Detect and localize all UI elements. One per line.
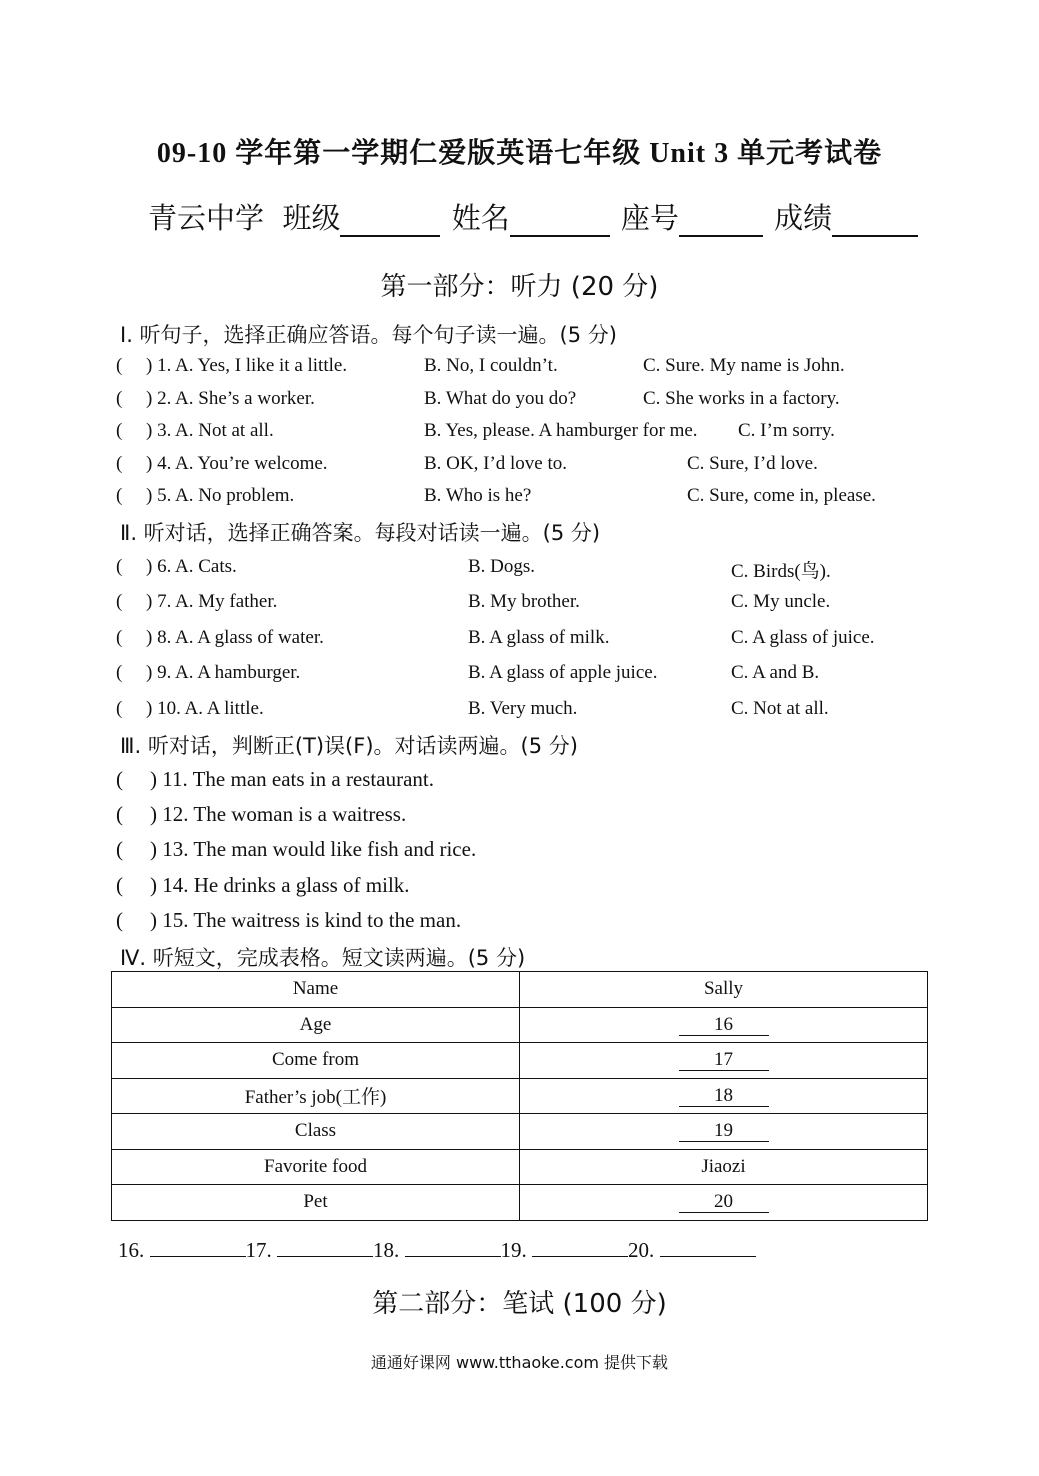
question-option-a: ) 1. A. Yes, I like it a little. <box>146 355 348 376</box>
row-label: Pet <box>112 1185 520 1221</box>
row-label: Father’s job(工作) <box>112 1078 520 1114</box>
name-blank[interactable] <box>510 207 610 237</box>
question-option-a: ) 8. A. A glass of water. <box>146 627 324 648</box>
question-option-a: ) 9. A. A hamburger. <box>146 662 301 683</box>
question-option-c: C. My uncle. <box>731 591 831 612</box>
table-row <box>112 1114 928 1150</box>
row-label: Come from <box>112 1043 520 1079</box>
question-option-c: C. Sure, I’d love. <box>687 453 818 474</box>
answer-paren[interactable]: ( <box>116 873 123 897</box>
answer-number: 16. <box>118 1238 145 1262</box>
answer-blank-number[interactable]: 20 <box>679 1192 769 1213</box>
row-value[interactable] <box>520 1114 928 1150</box>
answer-paren[interactable]: ( <box>116 837 123 861</box>
answer-paren[interactable]: ( <box>116 355 123 376</box>
question-option-b: B. A glass of apple juice. <box>468 662 658 683</box>
question-option-a: ) 4. A. You’re welcome. <box>146 453 328 474</box>
answer-blank[interactable] <box>532 1238 628 1257</box>
section-1-heading: Ⅰ. 听句子，选择正确应答语。每个句子读一遍。(5 分) <box>120 323 617 347</box>
question-option-c: C. A glass of juice. <box>731 627 875 648</box>
answer-blank-number[interactable]: 17 <box>679 1050 769 1071</box>
answer-blanks-line <box>118 1238 756 1263</box>
row-label: Name <box>112 972 520 1008</box>
answer-paren[interactable]: ( <box>116 556 123 577</box>
answer-paren[interactable]: ( <box>116 591 123 612</box>
answer-paren[interactable]: ( <box>116 802 123 826</box>
row-label: Favorite food <box>112 1149 520 1185</box>
question-option-b: B. OK, I’d love to. <box>424 453 568 474</box>
page-title: 09-10 学年第一学期仁爱版英语七年级 Unit 3 单元考试卷 <box>156 138 883 169</box>
seat-blank[interactable] <box>679 207 763 237</box>
true-false-statement: ) 11. The man eats in a restaurant. <box>150 767 434 791</box>
section-4-heading: Ⅳ. 听短文，完成表格。短文读两遍。(5 分) <box>120 946 526 970</box>
table-row <box>112 1078 928 1114</box>
question-option-b: B. Very much. <box>468 698 578 719</box>
question-option-c: C. Sure. My name is John. <box>643 355 845 376</box>
answer-paren[interactable]: ( <box>116 420 123 441</box>
answer-paren[interactable]: ( <box>116 662 123 683</box>
answer-blank[interactable] <box>277 1238 373 1257</box>
true-false-statement: ) 13. The man would like fish and rice. <box>150 837 477 861</box>
table-row <box>112 1043 928 1079</box>
footer-credit: 通通好课网 www.tthaoke.com 提供下载 <box>370 1353 669 1372</box>
answer-blank-number[interactable]: 16 <box>679 1015 769 1036</box>
row-value[interactable] <box>520 1078 928 1114</box>
table-row <box>112 1185 928 1221</box>
answer-paren[interactable]: ( <box>116 388 123 409</box>
question-option-a: ) 10. A. A little. <box>146 698 264 719</box>
question-option-a: ) 6. A. Cats. <box>146 556 237 577</box>
answer-paren[interactable]: ( <box>116 698 123 719</box>
question-option-c: C. Birds(鸟). <box>731 561 831 582</box>
student-info-line <box>148 196 920 237</box>
question-option-b: B. My brother. <box>468 591 580 612</box>
row-value[interactable] <box>520 1007 928 1043</box>
seat-label: 座号 <box>620 201 679 235</box>
question-option-b: B. Yes, please. A hamburger for me. <box>424 420 698 441</box>
question-option-c: C. Sure, come in, please. <box>687 485 876 506</box>
answer-paren[interactable]: ( <box>116 485 123 506</box>
answer-number: 20. <box>628 1238 655 1262</box>
class-blank[interactable] <box>340 207 440 237</box>
answer-blank[interactable] <box>660 1238 756 1257</box>
answer-blank-number[interactable]: 18 <box>679 1086 769 1107</box>
answer-number: 18. <box>373 1238 400 1262</box>
true-false-statement: ) 12. The woman is a waitress. <box>150 802 407 826</box>
question-option-c: C. Not at all. <box>731 698 829 719</box>
table-row <box>112 972 928 1008</box>
question-option-b: B. What do you do? <box>424 388 577 409</box>
score-blank[interactable] <box>832 207 918 237</box>
part-one-heading: 第一部分：听力 (20 分) <box>380 272 659 302</box>
section-3-heading: Ⅲ. 听对话，判断正(T)误(F)。对话读两遍。(5 分) <box>120 734 578 758</box>
question-option-c: C. A and B. <box>731 662 820 683</box>
row-label: Age <box>112 1007 520 1043</box>
true-false-statement: ) 14. He drinks a glass of milk. <box>150 873 410 897</box>
question-option-a: ) 7. A. My father. <box>146 591 278 612</box>
section-2-heading: Ⅱ. 听对话，选择正确答案。每段对话读一遍。(5 分) <box>120 521 601 545</box>
table-row <box>112 1007 928 1043</box>
true-false-statement: ) 15. The waitress is kind to the man. <box>150 908 462 932</box>
name-label: 姓名 <box>451 201 510 235</box>
question-option-b: B. Dogs. <box>468 556 536 577</box>
answer-paren[interactable]: ( <box>116 453 123 474</box>
answer-blank[interactable] <box>405 1238 501 1257</box>
row-value[interactable] <box>520 1043 928 1079</box>
question-option-b: B. A glass of milk. <box>468 627 610 648</box>
question-option-a: ) 3. A. Not at all. <box>146 420 274 441</box>
question-option-b: B. Who is he? <box>424 485 532 506</box>
question-option-a: ) 5. A. No problem. <box>146 485 295 506</box>
row-value: Jiaozi <box>520 1149 928 1185</box>
part-two-heading: 第二部分：笔试 (100 分) <box>372 1289 667 1319</box>
question-option-a: ) 2. A. She’s a worker. <box>146 388 315 409</box>
question-option-c: C. She works in a factory. <box>643 388 840 409</box>
row-value[interactable] <box>520 1185 928 1221</box>
row-value: Sally <box>520 972 928 1008</box>
answer-paren[interactable]: ( <box>116 908 123 932</box>
answer-paren[interactable]: ( <box>116 627 123 648</box>
row-label: Class <box>112 1114 520 1150</box>
answer-blank-number[interactable]: 19 <box>679 1121 769 1142</box>
school-name: 青云中学 <box>148 201 265 235</box>
question-option-b: B. No, I couldn’t. <box>424 355 558 376</box>
answer-number: 19. <box>500 1238 527 1262</box>
score-label: 成绩 <box>774 201 833 235</box>
info-table <box>111 971 928 1221</box>
question-option-c: C. I’m sorry. <box>738 420 835 441</box>
class-label: 班级 <box>282 201 341 235</box>
answer-paren[interactable]: ( <box>116 767 123 791</box>
answer-blank[interactable] <box>150 1238 246 1257</box>
answer-number: 17. <box>245 1238 272 1262</box>
table-row <box>112 1149 928 1185</box>
